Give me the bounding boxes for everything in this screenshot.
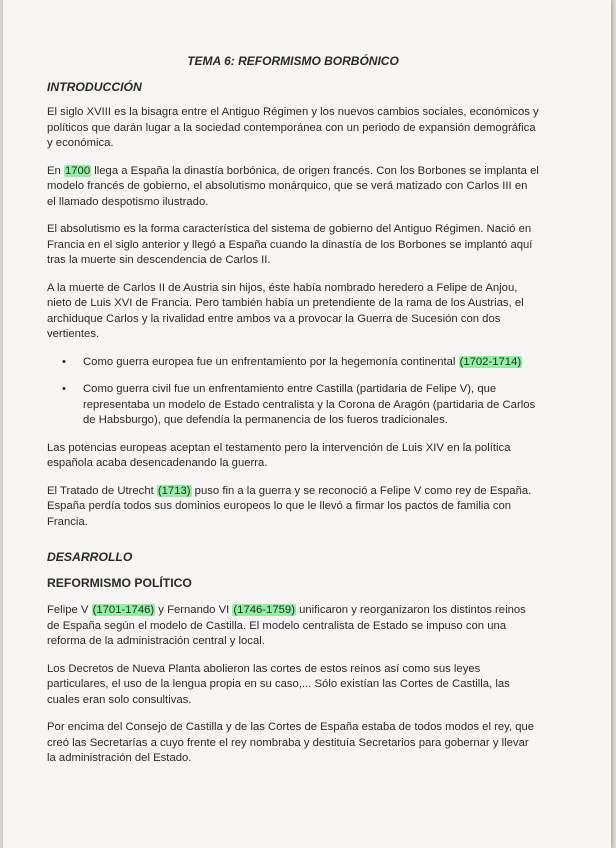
development-heading: DESARROLLO bbox=[47, 550, 133, 564]
paragraph-6-pre: El Tratado de Utrecht bbox=[47, 484, 157, 497]
intro-heading: INTRODUCCIÓN bbox=[47, 79, 142, 94]
paragraph-8: Los Decretos de Nueva Planta abolieron las cortes de estos reinos así como sus leyes particulares, el uso de la lengua propia en su caso,... Sólo existían las Cortes de Castilla, las cuales eran solo consultivas. bbox=[47, 662, 510, 706]
highlight-1702-1714: (1702-1714) bbox=[459, 355, 522, 368]
paragraph-6 bbox=[47, 484, 539, 531]
paragraph-3: El absolutismo es la forma característica del sistema de gobierno del Antiguo Régimen. Nació en Francia en el siglo anterior y llegó a España cuando la dinastía de los Borbones se implantó aquí tras la muerte sin descendencia de Carlos II. bbox=[47, 223, 533, 266]
paragraph-7-c: unificaron y reorganizaron los distintos reinos de España según el modelo de Castilla. El modelo centralista de Estado se impuso con una reforma de la administración central y local. bbox=[47, 604, 526, 647]
highlight-1701-1746: (1701-1746) bbox=[92, 604, 155, 616]
bullet-list bbox=[47, 355, 539, 429]
paragraph-6-post: puso fin a la guerra y se reconoció a Felipe V como rey de España. España perdía todos sus dominios europeos lo que le llevó a firmar los pactos de familia con Francia. bbox=[47, 484, 532, 528]
highlight-1713: (1713) bbox=[157, 484, 191, 497]
document-body bbox=[47, 54, 539, 779]
list-item bbox=[83, 355, 539, 371]
document-page bbox=[3, 0, 611, 848]
paragraph-9: Por encima del Consejo de Castilla y de las Cortes de España estaba de todos modos el rey, que creó las Secretarías a cuyo frente el rey nombraba y destituía Secretarios para gobernar y llevar la administración del Estado. bbox=[47, 721, 535, 764]
highlight-1746-1759: (1746-1759) bbox=[233, 604, 295, 616]
paragraph-1: El siglo XVIII es la bisagra entre el Antiguo Régimen y los nuevos cambios sociales, económicos y políticos que darán lugar a la sociedad contemporánea con un periodo de expansión demográfica y económica. bbox=[47, 106, 539, 149]
page-title: TEMA 6: REFORMISMO BORBÓNICO bbox=[187, 54, 399, 68]
paragraph-2-pre: En bbox=[47, 164, 64, 177]
bullet-2-text: Como guerra civil fue un enfrentamiento entre Castilla (partidaria de Felipe V), que representaba un modelo de Estado centralista y la Corona de Aragón (partidaria de Carlos de Habsburgo), que defendía la permanencia de los fueros tradicionales. bbox=[83, 383, 536, 426]
paragraph-7-a: Felipe V bbox=[47, 604, 92, 616]
paragraph-2 bbox=[47, 164, 539, 211]
highlight-1700: 1700 bbox=[64, 164, 91, 177]
bullet-1-pre: Como guerra europea fue un enfrentamiento por la hegemonía continental bbox=[83, 355, 459, 368]
paragraph-5: Las potencias europeas aceptan el testamento pero la intervención de Luis XIV en la política española acaba desencadenando la guerra. bbox=[47, 441, 511, 469]
political-reform-heading: REFORMISMO POLÍTICO bbox=[47, 575, 192, 590]
paragraph-7-b: y Fernando VI bbox=[155, 604, 233, 616]
paragraph-2-post: llega a España la dinastía borbónica, de origen francés. Con los Borbones se implanta el modelo francés de gobierno, el absolutismo monárquico, que se verá matizado con Carlos III en el llamado despotismo ilustrado. bbox=[47, 164, 539, 208]
paragraph-7 bbox=[47, 603, 539, 650]
list-item bbox=[83, 382, 539, 429]
paragraph-4: A la muerte de Carlos II de Austria sin hijos, éste había nombrado heredero a Felipe de Anjou, nieto de Luis XVI de Francia. Pero también había un pretendiente de la rama de los Austrias, el archiduque Carlos y la rivalidad entre ambos va a provocar la Guerra de Sucesión con dos vertientes. bbox=[47, 281, 524, 340]
